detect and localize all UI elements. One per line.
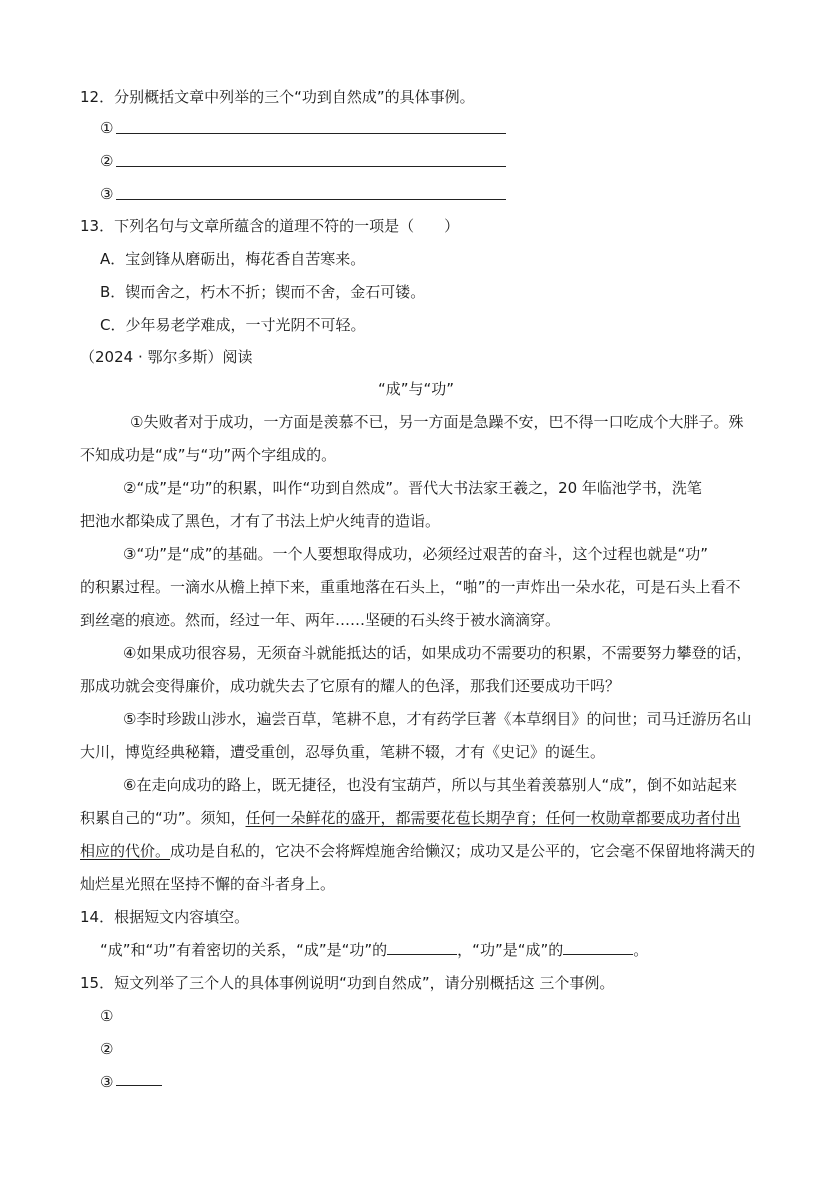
q15-mark-1: ①: [100, 1007, 114, 1025]
q14-stem: 14．根据短文内容填空。: [80, 908, 250, 926]
q15-answer-line-3[interactable]: [116, 1085, 162, 1086]
paragraph-3-line-1: ③“功”是“成”的基础。一个人要想取得成功，必须经过艰苦的奋斗，这个过程也就是“功”: [123, 545, 709, 563]
q12-stem: 12．分别概括文章中列举的三个“功到自然成”的具体事例。: [80, 88, 475, 106]
paragraph-6-line-2: [80, 808, 741, 828]
q15-mark-2: ②: [100, 1040, 114, 1058]
paragraph-4-line-1: ④如果成功很容易，无须奋斗就能抵达的话，如果成功不需要功的积累，不需要努力攀登的话，: [123, 644, 752, 662]
paragraph-5-line-2: 大川，博览经典秘籍，遭受重创，忍辱负重，笔耕不辍，才有《史记》的诞生。: [80, 743, 606, 761]
paragraph-3-line-2: 的积累过程。一滴水从檐上掉下来，重重地落在石头上，“啪”的一声炸出一朵水花，可是石头上看不: [80, 578, 741, 596]
paragraph-6-line-2-text: 积累自己的“功”。须知，: [80, 809, 246, 827]
q15-stem: 15．短文列举了三个人的具体事例说明“功到自然成”，请分别概括这 三个事例。: [80, 974, 615, 992]
q14-blank-2[interactable]: [563, 940, 633, 955]
article-title: “成”与“功”: [377, 380, 455, 398]
underlined-sentence-part-1: 任何一朵鲜花的盛开，都需要花苞长期孕育；任何一枚勋章都要成功者付出: [245, 809, 741, 827]
q13-stem: 13．下列名句与文章所蕴含的道理不符的一项是（ ）: [80, 217, 460, 235]
q13-option-b[interactable]: B．锲而舍之，朽木不折；锲而不舍，金石可镂。: [100, 283, 426, 301]
paragraph-1-line-2: 不知成功是“成”与“功”两个字组成的。: [80, 446, 337, 464]
q14-fill-text-2: ，“功”是“成”的: [457, 941, 564, 959]
q12-mark-3: ③: [100, 185, 114, 203]
q12-answer-line-3[interactable]: [116, 199, 506, 200]
paragraph-6-line-1: ⑥在走向成功的路上，既无捷径，也没有宝葫芦，所以与其坐着羡慕别人“成”，倒不如站起来: [123, 776, 737, 794]
paragraph-6-line-3-text: 成功是自私的，它决不会将辉煌施舍给懒汉；成功又是公平的，它会毫不保留地将满天的: [170, 842, 756, 860]
paragraph-4-line-2: 那成功就会变得廉价，成功就失去了它原有的耀人的色泽，那我们还要成功干吗？: [80, 677, 621, 695]
q13-option-c[interactable]: C．少年易老学难成，一寸光阴不可轻。: [100, 316, 366, 334]
paragraph-1-line-1: ①失败者对于成功，一方面是羡慕不已，另一方面是急躁不安，巴不得一口吃成个大胖子。殊: [130, 413, 744, 431]
q14-fill-end: 。: [633, 941, 649, 959]
paragraph-3-line-3: 到丝毫的痕迹。然而，经过一年、两年……坚硬的石头终于被水滴滴穿。: [80, 611, 561, 629]
paragraph-6-line-4: 灿烂星光照在坚持不懈的奋斗者身上。: [80, 875, 336, 893]
paragraph-2-line-2: 把池水都染成了黑色，才有了书法上炉火纯青的造诣。: [80, 512, 441, 530]
q14-blank-1[interactable]: [387, 940, 457, 955]
q12-mark-1: ①: [100, 119, 114, 137]
q12-answer-line-1[interactable]: [116, 133, 506, 134]
q12-mark-2: ②: [100, 152, 114, 170]
q14-fill-text-1: “成”和“功”有着密切的关系，“成”是“功”的: [100, 941, 388, 959]
paragraph-6-line-3: [80, 841, 755, 861]
q12-answer-line-2[interactable]: [116, 166, 506, 167]
paragraph-2-line-1: ②“成”是“功”的积累，叫作“功到自然成”。晋代大书法家王羲之，20 年临池学书，洗笔: [123, 479, 702, 497]
paragraph-5-line-1: ⑤李时珍跋山涉水，遍尝百草，笔耕不息，才有药学巨著《本草纲目》的问世；司马迁游历名山: [123, 710, 752, 728]
q14-fill-sentence: [100, 940, 648, 960]
underlined-sentence-part-2: 相应的代价。: [80, 842, 171, 860]
passage-source: （2024 · 鄂尔多斯）阅读: [80, 348, 253, 366]
q15-mark-3: ③: [100, 1073, 114, 1091]
q13-option-a[interactable]: A．宝剑锋从磨砺出，梅花香自苦寒来。: [100, 250, 366, 268]
